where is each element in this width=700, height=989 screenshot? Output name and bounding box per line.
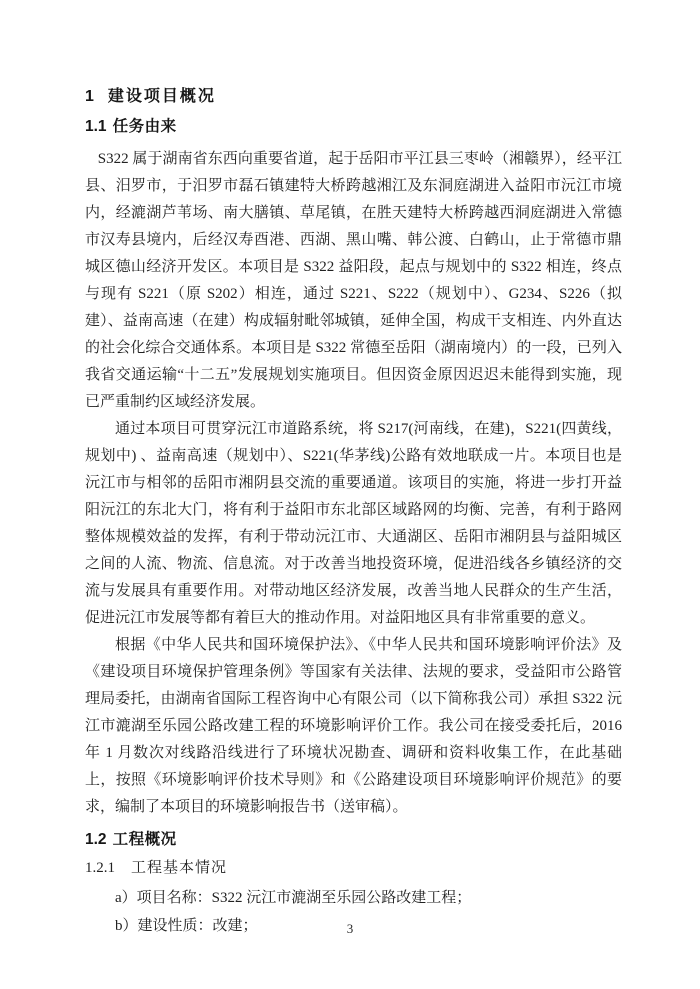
paragraph: 根据《中华人民共和国环境保护法》、《中华人民共和国环境影响评价法》及《建设项目环境保护管理条例》等国家有关法律、法规的要求，受益阳市公路管理局委托，由湖南省国际工程咨询中心有限公司（以下简称我公司）承担 S322 沅江市漉湖至乐园公路改建工程的环境影响评价工作。我公司在接受委托后，2016 年 1 月数次对线路沿线进行了环境状况勘查、调研和资料收集工作，在此基础上，按照《环境影响评价技术导则》和《公路建设项目环境影响评价规范》的要求，编制了本项目的环境影响报告书（送审稿）。 <box>85 637 622 815</box>
section-1-2-heading <box>85 830 622 850</box>
section-1-2-number: 1.2 <box>85 831 107 848</box>
list-item-b: b）建设性质：改建； <box>115 918 258 934</box>
section-1-1-number: 1.1 <box>85 118 107 135</box>
subsection-1-2-1-title: 工程基本情况 <box>131 860 228 876</box>
chapter-title: 建设项目概况 <box>107 88 216 105</box>
paragraph: S322 属于湖南省东西向重要省道，起于岳阳市平江县三枣岭（湘赣界），经平江县、汨罗市，于汨罗市磊石镇建特大桥跨越湘江及东洞庭湖进入益阳市沅江市境内，经漉湖芦苇场、南大膳镇、草尾镇，在胜天建特大桥跨越西洞庭湖进入常德市汉寿县境内，后经汉寿酉港、西湖、黑山嘴、韩公渡、白鹤山，止于常德市鼎城区德山经济开发区。本项目是 S322 益阳段，起点与规划中的 S322 相连，终点与现有 S221（原 S202）相连，通过 S221、S222（规划中）、G234、S226（拟建）、益南高速（在建）构成辐射毗邻城镇，延伸全国，构成干支相连、内外直达的社会化综合交通体系。本项目是 S322 常德至岳阳（湖南境内）的一段，已列入我省交通运输“十二五”发展规划实施项目。但因资金原因迟迟未能得到实施，现已严重制约区域经济发展。 <box>85 151 622 410</box>
subsection-1-2-1-heading <box>85 858 622 878</box>
page-number: 3 <box>346 921 354 936</box>
chapter-heading <box>85 86 622 107</box>
section-1-1-title: 任务由来 <box>112 118 177 135</box>
list-item-a: a）项目名称：S322 沅江市漉湖至乐园公路改建工程； <box>115 890 472 906</box>
paragraph: 通过本项目可贯穿沅江市道路系统，将 S217(河南线，在建)，S221(四黄线，规划中) 、益南高速（规划中）、S221(华茅线)公路有效地联成一片。本项目也是沅江市与相邻的岳阳市湘阴县交流的重要通道。该项目的实施，将进一步打开益阳沅江的东北大门，将有利于益阳市东北部区域路网的均衡、完善，有利于路网整体规模效益的发挥，有利于带动沅江市、大通湖区、岳阳市湘阴县与益阳城区之间的人流、物流、信息流。对于改善当地投资环境，促进沿线各乡镇经济的交流与发展具有重要作用。对带动地区经济发展，改善当地人民群众的生产生活，促进沅江市发展等都有着巨大的推动作用。对益阳地区具有非常重要的意义。 <box>85 421 622 626</box>
section-1-1-heading <box>85 117 622 137</box>
chapter-number: 1 <box>85 88 94 105</box>
subsection-1-2-1-number: 1.2.1 <box>85 860 115 876</box>
page-content <box>85 86 622 941</box>
section-1-2-title: 工程概况 <box>112 831 177 848</box>
